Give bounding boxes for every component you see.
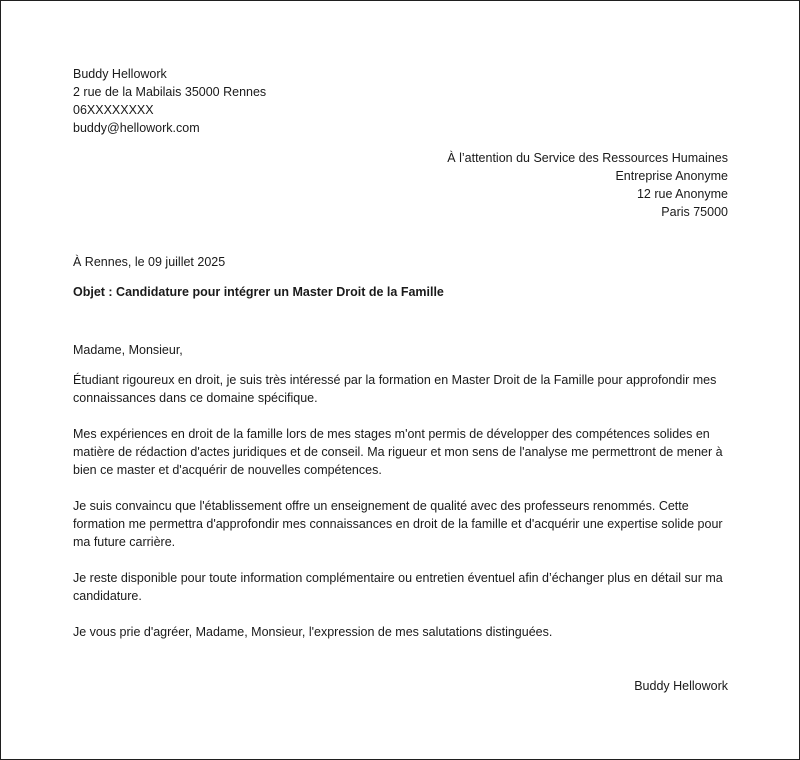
closing-paragraph: Je vous prie d'agréer, Madame, Monsieur, l'expression de mes salutations distinguées. <box>73 625 553 639</box>
sender-block <box>73 65 728 137</box>
body-paragraph: Mes expériences en droit de la famille lors de mes stages m'ont permis de développer des compétences solides en matière de rédaction d'actes juridiques et de conseil. Ma rigueur et mon sens de l'analyse me permettront de mener à bien ce master et d'acquérir de nouvelles compétences. <box>73 427 723 477</box>
recipient-block <box>73 149 728 221</box>
recipient-attention: À l’attention du Service des Ressources Humaines <box>447 151 728 165</box>
body-paragraph: Je suis convaincu que l'établissement offre un enseignement de qualité avec des professeurs renommés. Cette formation me permettra d'approfondir mes connaissances en droit de la famille et d'acquérir une expertise solide pour ma future carrière. <box>73 499 723 549</box>
recipient-street: 12 rue Anonyme <box>636 187 728 201</box>
body-paragraph: Étudiant rigoureux en droit, je suis très intéressé par la formation en Master Droit de la Famille pour approfondir mes connaissances dans ce domaine spécifique. <box>73 373 717 405</box>
letter-signature: Buddy Hellowork <box>634 679 728 693</box>
recipient-city: Paris 75000 <box>661 205 728 219</box>
body-paragraph: Je reste disponible pour toute information complémentaire ou entretien éventuel afin d’échanger plus en détail sur ma candidature. <box>73 571 723 603</box>
sender-phone: 06XXXXXXXX <box>73 103 154 117</box>
letter-content <box>73 65 728 695</box>
letter-salutation: Madame, Monsieur, <box>73 343 183 357</box>
sender-email: buddy@hellowork.com <box>73 121 200 135</box>
sender-address: 2 rue de la Mabilais 35000 Rennes <box>73 85 267 99</box>
sender-name: Buddy Hellowork <box>73 67 167 81</box>
letter-subject: Objet : Candidature pour intégrer un Master Droit de la Famille <box>73 285 444 299</box>
recipient-company: Entreprise Anonyme <box>615 169 728 183</box>
letter-date: À Rennes, le 09 juillet 2025 <box>73 255 226 269</box>
